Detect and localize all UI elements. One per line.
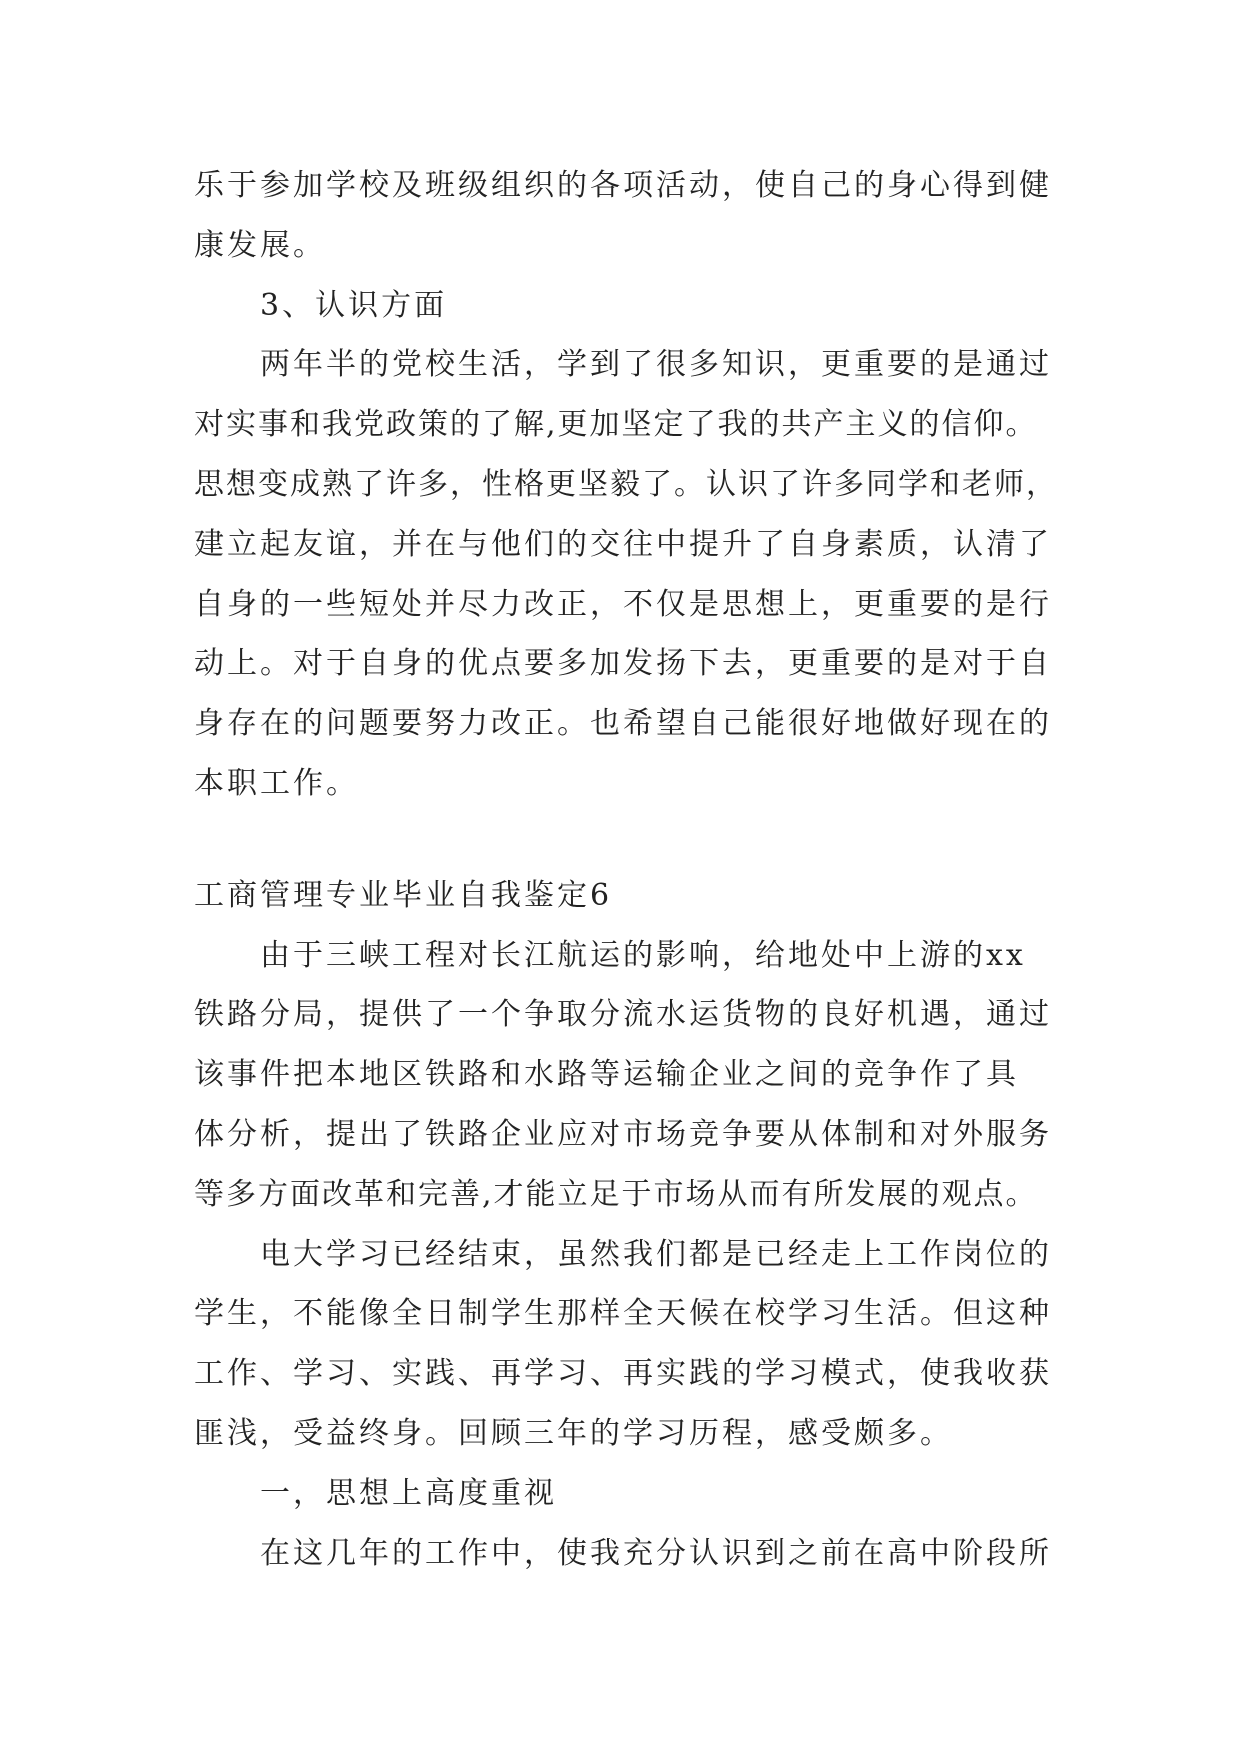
text-line: 该事件把本地区铁路和水路等运输企业之间的竞争作了具 bbox=[194, 1057, 1019, 1093]
text-line: 自身的一些短处并尽力改正，不仅是思想上，更重要的是行 bbox=[194, 586, 1052, 622]
text-line: 等多方面改革和完善,才能立足于市场从而有所发展的观点。 bbox=[194, 1176, 1038, 1212]
subheading: 一，思想上高度重视 bbox=[260, 1475, 557, 1511]
text-line: 匪浅，受益终身。回顾三年的学习历程，感受颇多。 bbox=[194, 1415, 953, 1451]
text-line: 体分析，提出了铁路企业应对市场竞争要从体制和对外服务 bbox=[194, 1116, 1052, 1152]
text-line: 本职工作。 bbox=[194, 765, 359, 801]
text-line: 学生，不能像全日制学生那样全天候在校学习生活。但这种 bbox=[194, 1296, 1052, 1332]
subheading: 3、认识方面 bbox=[260, 287, 448, 323]
text-line: 铁路分局，提供了一个争取分流水运货物的良好机遇，通过 bbox=[194, 997, 1052, 1033]
text-line: 乐于参加学校及班级组织的各项活动，使自己的身心得到健 bbox=[194, 168, 1052, 203]
text-line: 工作、学习、实践、再学习、再实践的学习模式，使我收获 bbox=[194, 1356, 1052, 1392]
text-line: 建立起友谊，并在与他们的交往中提升了自身素质，认清了 bbox=[194, 526, 1052, 562]
text-line: 动上。对于自身的优点要多加发扬下去，更重要的是对于自 bbox=[194, 646, 1052, 682]
text-line: 电大学习已经结束，虽然我们都是已经走上工作岗位的 bbox=[260, 1236, 1052, 1272]
text-line: 康发展。 bbox=[194, 227, 326, 263]
document-page bbox=[194, 156, 1074, 1583]
section-title: 工商管理专业毕业自我鉴定6 bbox=[194, 877, 613, 913]
text-line: 在这几年的工作中，使我充分认识到之前在高中阶段所 bbox=[260, 1535, 1052, 1571]
text-line: 对实事和我党政策的了解,更加坚定了我的共产主义的信仰。 bbox=[194, 407, 1038, 443]
text-line: 身存在的问题要努力改正。也希望自己能很好地做好现在的 bbox=[194, 706, 1052, 742]
text-line: 思想变成熟了许多，性格更坚毅了。认识了许多同学和老师， bbox=[194, 466, 1058, 502]
section-gap bbox=[194, 814, 1074, 866]
text-line: 由于三峡工程对长江航运的影响，给地处中上游的xx bbox=[260, 937, 1026, 973]
text-line: 两年半的党校生活，学到了很多知识，更重要的是通过 bbox=[260, 347, 1052, 383]
